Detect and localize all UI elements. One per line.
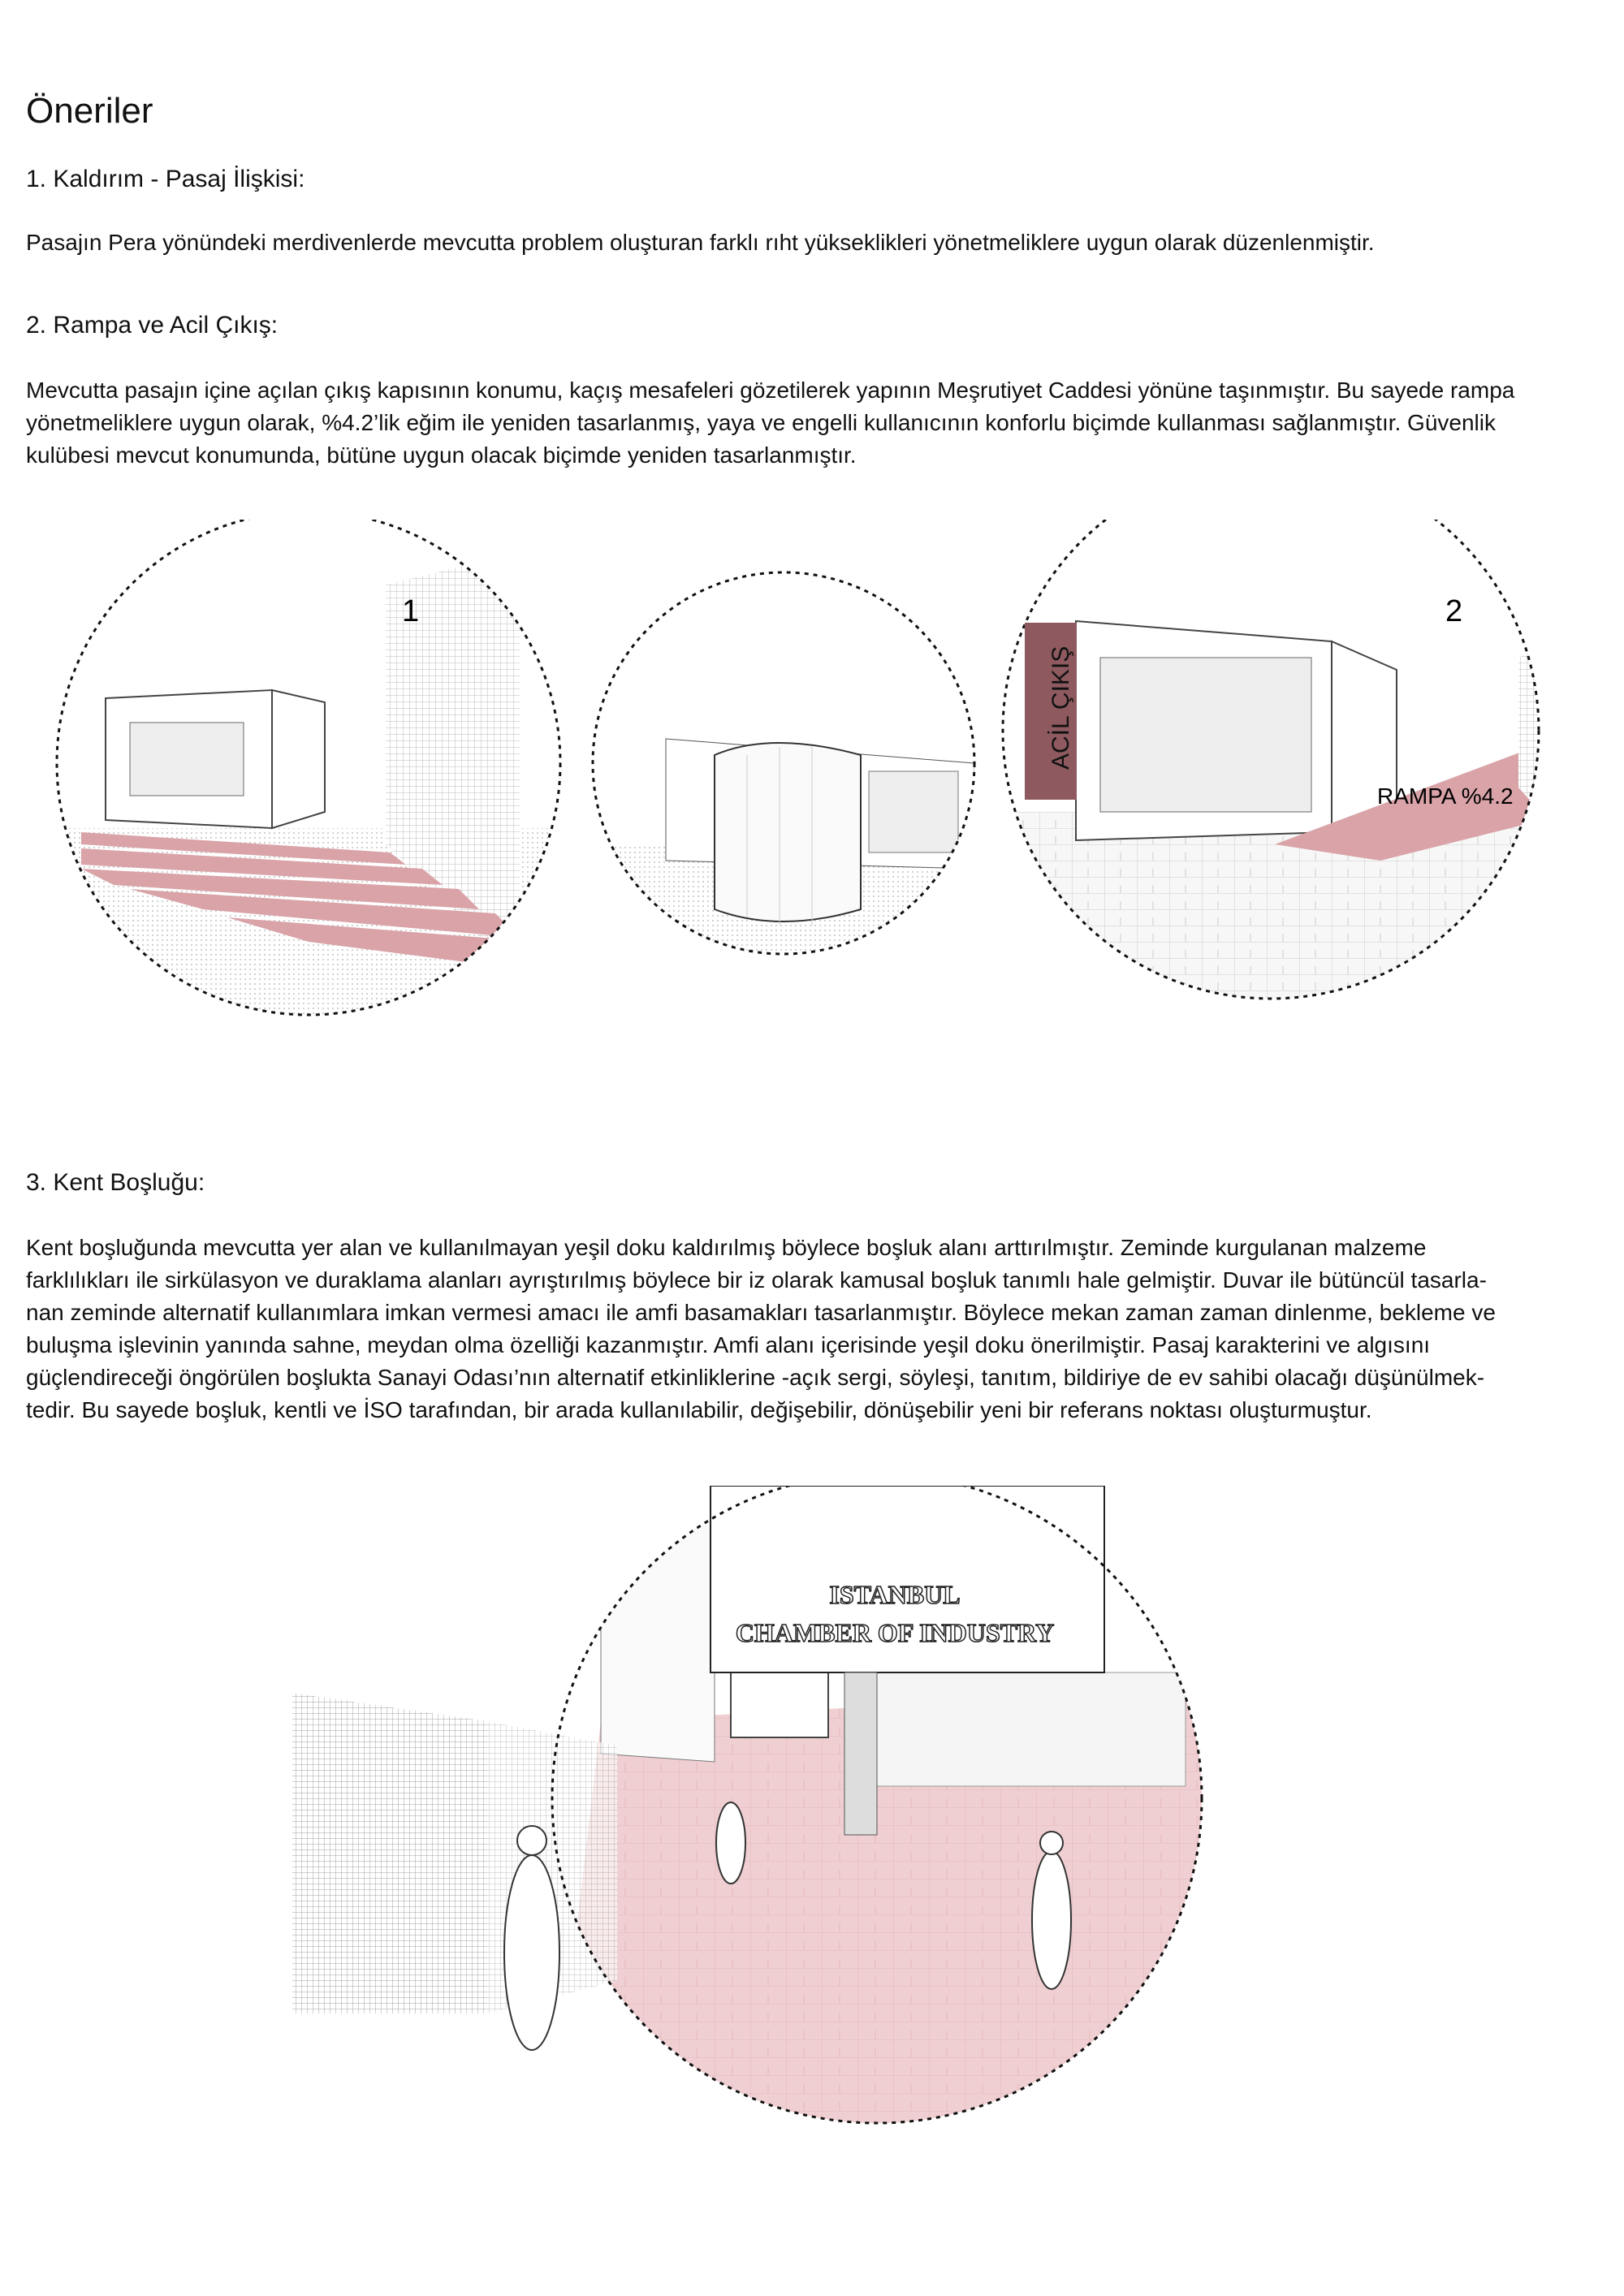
section-2-heading: 2. Rampa ve Acil Çıkış: [26,312,279,339]
section-2-body-line-2: yönetmeliklere uygun olarak, %4.2’lik eğim ile yeniden tasarlanmış, yaya ve engelli kullanıcının konforlu biçimde kullanması sağlanmıştır. Güvenlik [26,410,1496,435]
section-3-body-line-1: Kent boşluğunda mevcutta yer alan ve kullanılmayan yeşil doku kaldırılmış böylece boşluk alanı arttırılmıştır. Zeminde kurgulanan malzeme [26,1235,1427,1260]
section-3-heading: 3. Kent Boşluğu: [26,1169,205,1196]
figure-row-1 [0,520,1624,1039]
section-3-body-line-3: nan zeminde alternatif kullanımlara imkan vermesi amacı ile amfi basamakları tasarlanmıştır. Böylece mekan zaman zaman dinlenme, bekleme ve [26,1300,1496,1325]
page-title: Öneriler [26,91,153,131]
ramp-illustration [999,520,1592,1039]
ramp-label: RAMPA %4.2 [1377,783,1514,809]
section-3-body-line-4: buluşma işlevinin yanında sahne, meydan olma özelliği kazanmıştır. Amfi alanı içerisinde yeşil doku önerilmiştir. Pasaj karakterini ve algısını [26,1332,1431,1357]
sign-line-1: ISTANBUL [829,1580,961,1609]
section-1-heading: 1. Kaldırım - Pasaj İlişkisi: [26,166,305,192]
stairs-illustration [49,520,585,1039]
section-3-body-line-6: tedir. Bu sayede boşluk, kentli ve İSO tarafından, bir arada kullanılabilir, değişebilir, dönüşebilir yeni bir referans noktası oluşturmuştur. [26,1397,1372,1422]
section-2-body-line-1: Mevcutta pasajın içine açılan çıkış kapısının konumu, kaçış mesafeleri gözetilerek yapının Meşrutiyet Caddesi yönüne taşınmıştır. Bu sayede rampa [26,378,1515,403]
section-3-body-line-2: farklılıkları ile sirkülasyon ve duraklama alanları ayrıştırılmış böylece bir iz olarak kamusal boşluk tanımlı hale gelmiştir. Duvar ile bütüncül tasarla- [26,1267,1487,1293]
emergency-exit-label: ACİL ÇIKIŞ [1047,645,1074,770]
security-booth-illustration [585,568,991,974]
sign-line-2: CHAMBER OF INDUSTRY [735,1618,1055,1647]
urban-void-illustration [0,1486,1624,2135]
section-3-body-line-5: güçlendireceği öngörülen boşlukta Sanayi Odası’nın alternatif etkinliklerine -açık sergi, söyleşi, tanıtım, bildiriye de ev sahibi olacağı düşünülmek- [26,1365,1485,1390]
figure-label-1: 1 [402,594,420,628]
section-2-body-line-3: kulübesi mevcut konumunda, bütüne uygun olacak biçimde yeniden tasarlanmıştır. [26,442,857,468]
figure-label-2: 2 [1445,594,1463,628]
section-1-body: Pasajın Pera yönündeki merdivenlerde mevcutta problem oluşturan farklı rıht yükseklikleri yönetmeliklere uygun olarak düzenlenmiştir. [26,230,1375,255]
